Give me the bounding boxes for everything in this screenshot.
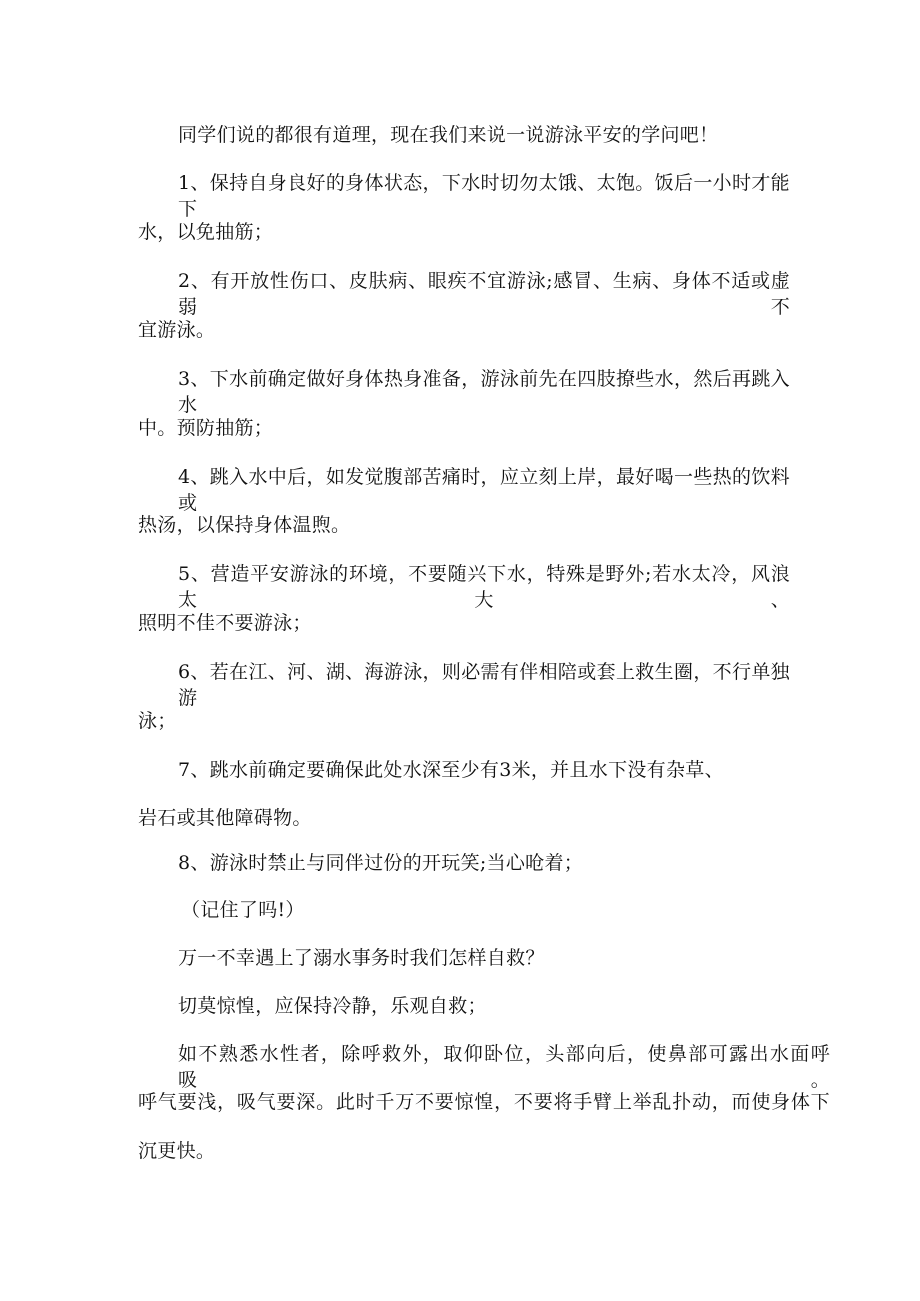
rule-5-line-1: 5、营造平安游泳的环境，不要随兴下水，特殊是野外;若水太冷，风浪太大、 (178, 563, 790, 611)
rule-4-line-1: 4、跳入水中后，如发觉腹部苦痛时，应立刻上岸，最好喝一些热的饮料或 (178, 466, 790, 514)
rule-3-line-2: 中。预防抽筋； (138, 417, 274, 439)
stay-calm-line: 切莫惊惶，应保持冷静，乐观自救； (178, 995, 487, 1017)
rule-1-line-1: 1、保持自身良好的身体状态，下水时切勿太饿、太饱。饭后一小时才能下 (178, 172, 790, 220)
rule-2-line-2: 宜游泳。 (138, 319, 216, 341)
rescue-para-line-3: 沉更快。 (138, 1140, 216, 1162)
rule-6-line-1: 6、若在江、河、湖、海游泳，则必需有伴相陪或套上救生圈，不行单独游 (178, 661, 790, 709)
rule-6-line-2: 泳； (138, 710, 177, 732)
rule-8-line: 8、游泳时禁止与同伴过份的开玩笑;当心呛着； (178, 852, 584, 874)
reminder-line: （记住了吗!） (181, 899, 305, 921)
rescue-para-line-2: 呼气要浅，吸气要深。此时千万不要惊惶，不要将手臂上举乱扑动，而使身体下 (138, 1091, 830, 1113)
rule-7-line-1: 7、跳水前确定要确保此处水深至少有3米，并且水下没有杂草、 (178, 759, 724, 781)
rule-1-line-2: 水，以免抽筋； (138, 221, 274, 243)
rule-2-line-1: 2、有开放性伤口、皮肤病、眼疾不宜游泳;感冒、生病、身体不适或虚弱不 (178, 270, 790, 318)
rule-3-line-1: 3、下水前确定做好身体热身准备，游泳前先在四肢撩些水，然后再跳入水 (178, 368, 790, 416)
rescue-para-line-1: 如不熟悉水性者，除呼救外，取仰卧位，头部向后，使鼻部可露出水面呼吸。 (178, 1043, 830, 1091)
intro-line: 同学们说的都很有道理，现在我们来说一说游泳平安的学问吧！ (178, 124, 719, 146)
rule-4-line-2: 热汤，以保持身体温煦。 (138, 514, 351, 536)
self-rescue-question: 万一不幸遇上了溺水事务时我们怎样自救？ (178, 947, 545, 969)
rule-7-line-2: 岩石或其他障碍物。 (138, 807, 312, 829)
rule-5-line-2: 照明不佳不要游泳； (138, 612, 312, 634)
